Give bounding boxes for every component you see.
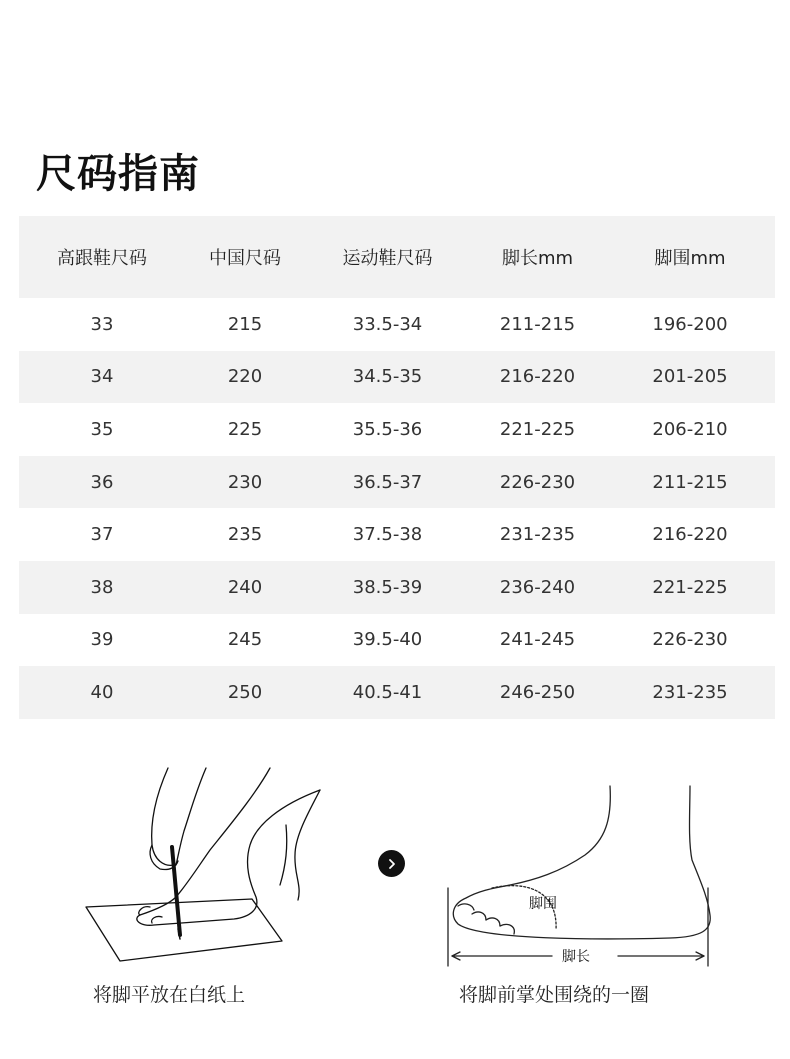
length-label: 脚长 bbox=[562, 949, 590, 965]
cell-foot-girth: 231-235 bbox=[652, 681, 728, 703]
cell-heel-size: 37 bbox=[90, 524, 114, 546]
cell-china-size: 225 bbox=[227, 418, 263, 440]
page-title: 尺码指南 bbox=[36, 151, 200, 197]
cell-heel-size: 34 bbox=[90, 366, 114, 388]
cell-foot-length: 216-220 bbox=[499, 366, 576, 388]
header-sneaker-size: 运动鞋尺码 bbox=[342, 248, 433, 269]
cell-foot-girth: 216-220 bbox=[652, 524, 728, 546]
cell-heel-size: 40 bbox=[90, 681, 114, 703]
caption-step-two: 将脚前掌处围绕的一圈 bbox=[459, 984, 650, 1006]
cell-china-size: 235 bbox=[227, 524, 263, 546]
cell-heel-size: 38 bbox=[90, 576, 114, 598]
cell-heel-size: 39 bbox=[90, 629, 114, 651]
table-row bbox=[19, 456, 775, 509]
foot-tracing-illustration bbox=[80, 765, 330, 965]
cell-sneaker-size: 36.5-37 bbox=[352, 471, 423, 493]
cell-foot-length: 231-235 bbox=[499, 524, 576, 546]
cell-sneaker-size: 38.5-39 bbox=[352, 576, 423, 598]
cell-sneaker-size: 34.5-35 bbox=[352, 366, 423, 388]
girth-label: 脚围 bbox=[529, 896, 557, 912]
cell-heel-size: 35 bbox=[90, 418, 114, 440]
cell-sneaker-size: 37.5-38 bbox=[352, 524, 423, 546]
cell-foot-length: 221-225 bbox=[499, 418, 576, 440]
cell-foot-girth: 206-210 bbox=[652, 418, 728, 440]
chevron-right-icon bbox=[386, 858, 398, 870]
table-header-row bbox=[19, 216, 775, 298]
header-heel-size: 高跟鞋尺码 bbox=[57, 248, 147, 269]
cell-foot-length: 236-240 bbox=[499, 576, 576, 598]
cell-heel-size: 36 bbox=[90, 471, 114, 493]
cell-china-size: 220 bbox=[227, 366, 263, 388]
header-foot-length: 脚长mm bbox=[501, 248, 574, 269]
cell-china-size: 240 bbox=[227, 576, 263, 598]
cell-china-size: 250 bbox=[227, 681, 263, 703]
next-step-button[interactable] bbox=[378, 850, 405, 877]
cell-foot-girth: 196-200 bbox=[652, 313, 728, 335]
cell-china-size: 245 bbox=[227, 629, 263, 651]
table-row bbox=[19, 614, 775, 667]
cell-china-size: 215 bbox=[227, 313, 263, 335]
cell-heel-size: 33 bbox=[90, 313, 114, 335]
cell-foot-length: 226-230 bbox=[499, 471, 576, 493]
table-row bbox=[19, 561, 775, 614]
cell-foot-girth: 221-225 bbox=[652, 576, 728, 598]
cell-foot-length: 241-245 bbox=[499, 629, 576, 651]
table-row bbox=[19, 508, 775, 561]
table-row bbox=[19, 666, 775, 719]
cell-sneaker-size: 35.5-36 bbox=[352, 418, 423, 440]
table-row bbox=[19, 403, 775, 456]
table-row bbox=[19, 351, 775, 404]
header-china-size: 中国尺码 bbox=[209, 248, 281, 269]
cell-sneaker-size: 40.5-41 bbox=[352, 681, 423, 703]
cell-china-size: 230 bbox=[227, 471, 263, 493]
cell-foot-length: 246-250 bbox=[499, 681, 576, 703]
size-chart-table bbox=[19, 216, 775, 719]
header-foot-girth: 脚围mm bbox=[654, 248, 726, 269]
foot-measurement-illustration bbox=[440, 780, 730, 970]
cell-foot-girth: 211-215 bbox=[652, 471, 728, 493]
cell-foot-girth: 201-205 bbox=[652, 366, 728, 388]
cell-foot-length: 211-215 bbox=[499, 313, 576, 335]
cell-foot-girth: 226-230 bbox=[652, 629, 728, 651]
table-row bbox=[19, 298, 775, 351]
cell-sneaker-size: 33.5-34 bbox=[352, 313, 423, 335]
cell-sneaker-size: 39.5-40 bbox=[352, 629, 423, 651]
caption-step-one: 将脚平放在白纸上 bbox=[93, 984, 246, 1006]
